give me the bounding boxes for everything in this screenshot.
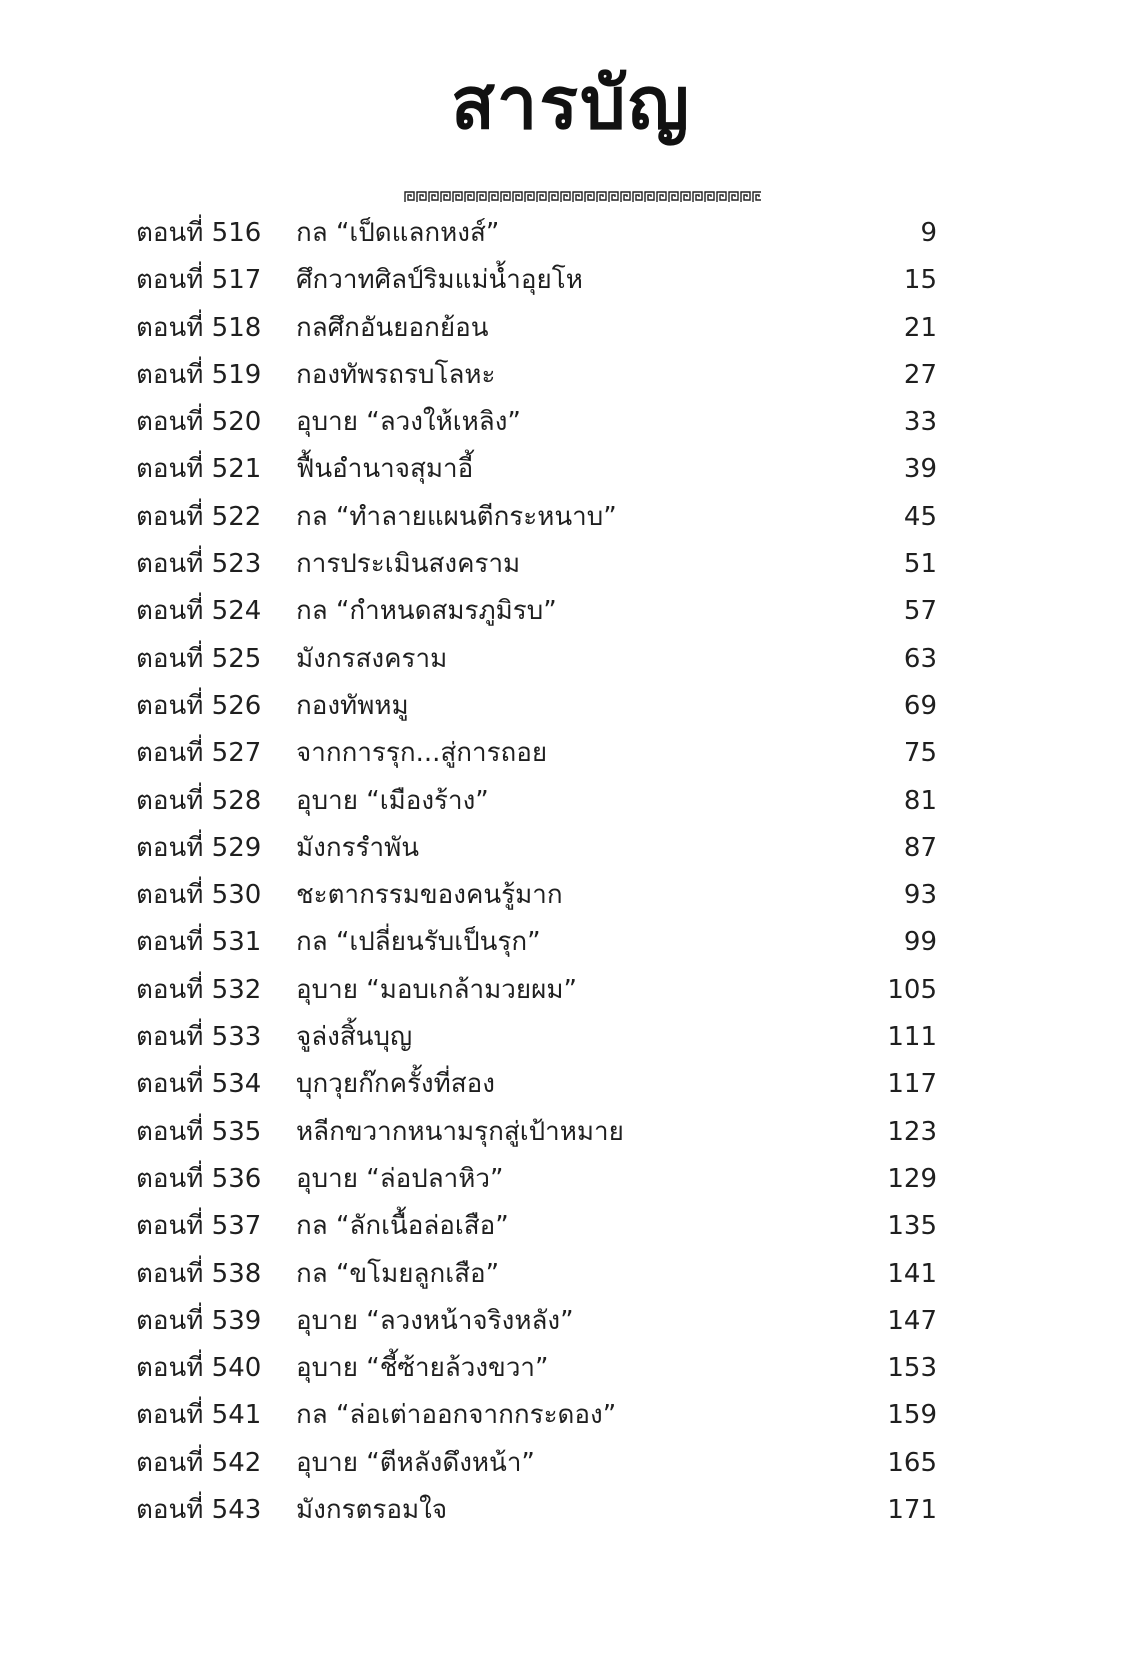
page-number: 87 — [903, 832, 937, 863]
chapter-title: กล “ทำลายแผนตีกระหนาบ” — [296, 501, 617, 532]
page-number: 123 — [887, 1116, 937, 1147]
toc-row[interactable] — [0, 1298, 1142, 1345]
table-of-contents — [0, 210, 1142, 1534]
chapter-number: ตอนที่ 522 — [136, 501, 262, 532]
chapter-number: ตอนที่ 519 — [136, 359, 262, 390]
chapter-title: กล “ล่อเต่าออกจากกระดอง” — [296, 1400, 617, 1431]
page-number: 33 — [903, 407, 937, 438]
page-number: 9 — [920, 218, 937, 248]
chapter-number: ตอนที่ 518 — [136, 312, 262, 343]
chapter-number: ตอนที่ 520 — [136, 407, 262, 438]
chapter-number: ตอนที่ 531 — [136, 927, 262, 958]
chapter-title: อุบาย “เมืองร้าง” — [296, 785, 489, 816]
chapter-number: ตอนที่ 525 — [136, 643, 262, 674]
toc-row[interactable] — [0, 1440, 1142, 1487]
chapter-title: กองทัพหมู — [296, 690, 409, 721]
page-number: 105 — [887, 974, 937, 1005]
page-number: 63 — [903, 643, 937, 674]
chapter-number: ตอนที่ 523 — [136, 549, 262, 580]
toc-row[interactable] — [0, 636, 1142, 683]
chapter-title: กล “ขโมยลูกเสือ” — [296, 1258, 500, 1289]
chapter-title: กองทัพรถรบโลหะ — [296, 359, 496, 390]
page-number: 51 — [903, 549, 937, 580]
chapter-title: ฟื้นอำนาจสุมาอี้ — [296, 454, 474, 485]
toc-row[interactable] — [0, 1345, 1142, 1392]
greek-key-ornament-icon — [404, 191, 761, 203]
chapter-title: หลีกขวากหนามรุกสู่เป้าหมาย — [296, 1116, 624, 1147]
page-number: 153 — [887, 1353, 937, 1384]
chapter-title: จากการรุก...สู่การถอย — [296, 738, 548, 769]
page-number: 21 — [903, 312, 937, 343]
chapter-number: ตอนที่ 528 — [136, 785, 262, 816]
toc-row[interactable] — [0, 1487, 1142, 1534]
toc-row[interactable] — [0, 257, 1142, 304]
chapter-number: ตอนที่ 537 — [136, 1211, 262, 1242]
chapter-title: ศึกวาทศิลป์ริมแม่น้ำอุยโห — [296, 265, 583, 296]
chapter-number: ตอนที่ 532 — [136, 974, 262, 1005]
toc-row[interactable] — [0, 1251, 1142, 1298]
page-number: 27 — [903, 359, 937, 390]
chapter-number: ตอนที่ 543 — [136, 1495, 262, 1526]
page-number: 39 — [903, 454, 937, 485]
page-number: 81 — [903, 785, 937, 816]
toc-row[interactable] — [0, 210, 1142, 257]
chapter-title: อุบาย “ชี้ซ้ายล้วงขวา” — [296, 1353, 549, 1384]
toc-row[interactable] — [0, 683, 1142, 730]
page-number: 141 — [887, 1258, 937, 1289]
toc-row[interactable] — [0, 778, 1142, 825]
toc-row[interactable] — [0, 1203, 1142, 1250]
page-number: 15 — [903, 265, 937, 296]
chapter-title: อุบาย “ลวงหน้าจริงหลัง” — [296, 1305, 574, 1336]
chapter-title: กล “ลักเนื้อล่อเสือ” — [296, 1211, 509, 1242]
toc-row[interactable] — [0, 305, 1142, 352]
chapter-number: ตอนที่ 536 — [136, 1163, 262, 1194]
toc-row[interactable] — [0, 872, 1142, 919]
toc-row[interactable] — [0, 588, 1142, 635]
chapter-number: ตอนที่ 541 — [136, 1400, 262, 1431]
chapter-number: ตอนที่ 540 — [136, 1353, 262, 1384]
page-number: 93 — [903, 880, 937, 911]
toc-row[interactable] — [0, 494, 1142, 541]
page-number: 111 — [887, 1022, 937, 1053]
chapter-number: ตอนที่ 526 — [136, 690, 262, 721]
chapter-title: กลศึกอันยอกย้อน — [296, 312, 489, 343]
chapter-number: ตอนที่ 538 — [136, 1258, 262, 1289]
page-number: 159 — [887, 1400, 937, 1431]
chapter-title: อุบาย “มอบเกล้ามวยผม” — [296, 974, 577, 1005]
page-number: 135 — [887, 1211, 937, 1242]
chapter-number: ตอนที่ 517 — [136, 265, 262, 296]
chapter-title: การประเมินสงคราม — [296, 549, 521, 580]
chapter-number: ตอนที่ 527 — [136, 738, 262, 769]
chapter-title: มังกรสงคราม — [296, 643, 448, 674]
toc-row[interactable] — [0, 399, 1142, 446]
toc-row[interactable] — [0, 446, 1142, 493]
chapter-title: กล “กำหนดสมรภูมิรบ” — [296, 596, 557, 627]
chapter-title: บุกวุยก๊กครั้งที่สอง — [296, 1069, 495, 1100]
page-number: 171 — [887, 1495, 937, 1526]
page-title: สารบัญ — [450, 60, 692, 145]
chapter-number: ตอนที่ 542 — [136, 1447, 262, 1478]
chapter-title: อุบาย “ตีหลังดึงหน้า” — [296, 1447, 535, 1478]
page-number: 75 — [903, 738, 937, 769]
toc-row[interactable] — [0, 825, 1142, 872]
chapter-number: ตอนที่ 539 — [136, 1305, 262, 1336]
toc-row[interactable] — [0, 967, 1142, 1014]
toc-row[interactable] — [0, 352, 1142, 399]
toc-row[interactable] — [0, 1061, 1142, 1108]
toc-row[interactable] — [0, 730, 1142, 777]
chapter-title: กล “เป็ดแลกหงส์” — [296, 218, 500, 248]
chapter-number: ตอนที่ 524 — [136, 596, 262, 627]
page-number: 117 — [887, 1069, 937, 1100]
chapter-title: อุบาย “ล่อปลาหิว” — [296, 1163, 504, 1194]
chapter-title: มังกรตรอมใจ — [296, 1495, 448, 1526]
toc-row[interactable] — [0, 1014, 1142, 1061]
chapter-number: ตอนที่ 534 — [136, 1069, 262, 1100]
chapter-number: ตอนที่ 535 — [136, 1116, 262, 1147]
toc-row[interactable] — [0, 1156, 1142, 1203]
page-number: 69 — [903, 690, 937, 721]
page-number: 165 — [887, 1447, 937, 1478]
chapter-title: มังกรรำพัน — [296, 832, 420, 863]
page-number: 57 — [903, 596, 937, 627]
chapter-title: อุบาย “ลวงให้เหลิง” — [296, 407, 521, 438]
page-number: 45 — [903, 501, 937, 532]
chapter-title: ชะตากรรมของคนรู้มาก — [296, 880, 563, 911]
page-number: 99 — [903, 927, 937, 958]
toc-row[interactable] — [0, 919, 1142, 966]
chapter-number: ตอนที่ 530 — [136, 880, 262, 911]
chapter-number: ตอนที่ 521 — [136, 454, 262, 485]
chapter-number: ตอนที่ 533 — [136, 1022, 262, 1053]
toc-row[interactable] — [0, 1109, 1142, 1156]
chapter-title: กล “เปลี่ยนรับเป็นรุก” — [296, 927, 541, 958]
chapter-number: ตอนที่ 516 — [136, 218, 262, 248]
toc-row[interactable] — [0, 541, 1142, 588]
chapter-title: จูล่งสิ้นบุญ — [296, 1022, 413, 1053]
toc-row[interactable] — [0, 1392, 1142, 1439]
chapter-number: ตอนที่ 529 — [136, 832, 262, 863]
page-number: 147 — [887, 1305, 937, 1336]
page-number: 129 — [887, 1163, 937, 1194]
